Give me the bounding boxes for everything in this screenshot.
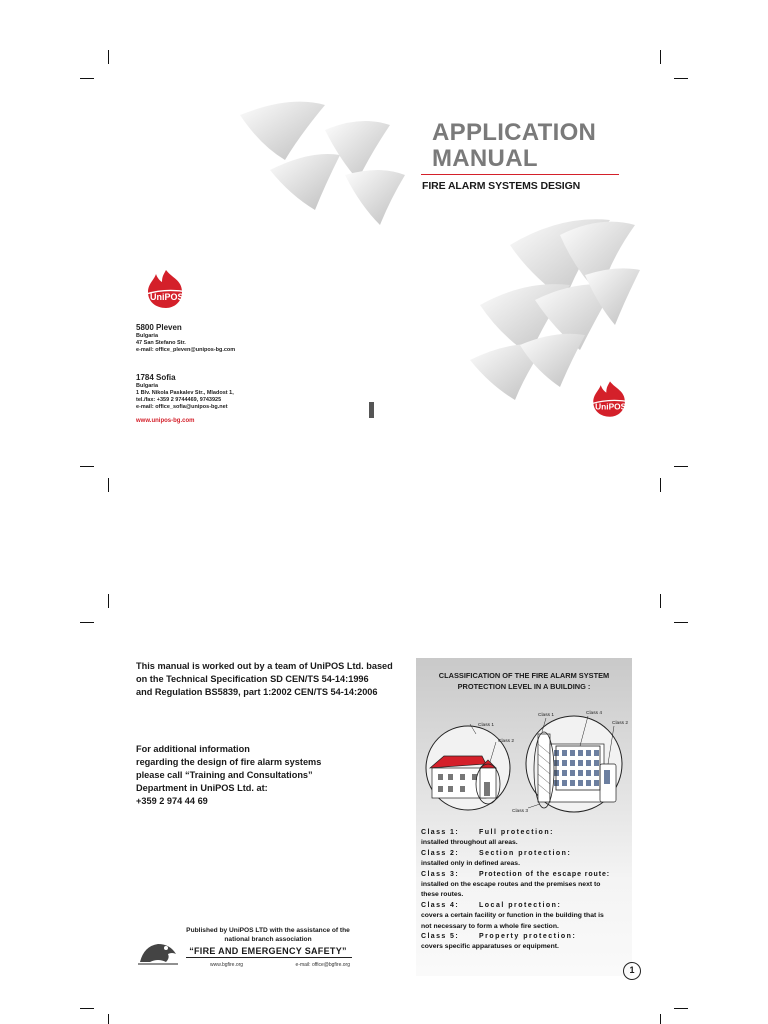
association-divider [186,957,352,958]
office-city: 5800 Pleven [136,323,182,332]
crop-mark [80,78,94,79]
office-country: Bulgaria [136,383,159,389]
crop-mark [80,622,94,623]
association-contact [210,962,350,968]
info-line: regarding the design of fire alarm systems [136,757,322,767]
crop-mark [660,594,661,608]
diagram-label: Class 2 [498,739,514,744]
publisher-note [168,926,368,944]
unipos-logo-cover [584,378,636,422]
cover-title [432,120,596,172]
class-title: Local protection: [479,901,562,909]
class-item [421,828,637,849]
class-item [421,901,637,932]
intro-paragraph [136,660,396,699]
class-desc: not necessary to form a whole fire section. [421,922,559,930]
page-number: 1 [623,962,641,980]
office-email[interactable]: e-mail: office_sofia@unipos-bg.net [136,404,228,410]
crop-mark [108,478,109,492]
diagram-label: Class 4 [586,711,602,716]
info-phone: +359 2 974 44 69 [136,796,208,806]
publisher-line: national branch association [224,936,312,943]
info-line: Department in UniPOS Ltd. at: [136,783,268,793]
diagram-label: Class 1 [538,713,554,718]
class-desc: these routes. [421,891,464,899]
unipos-logo-cover-text: UniPOS [595,401,627,412]
class-label: Class 5: [421,933,460,941]
crop-mark [108,50,109,64]
classification-title-line: PROTECTION LEVEL IN A BUILDING : [457,682,591,691]
office-phone: tel./fax: +359 2 9744469, 9743925 [136,397,222,403]
class-title: Section protection: [479,849,572,857]
office-country: Bulgaria [136,333,159,339]
association-website[interactable]: www.bgfire.org [210,962,244,968]
office-sofia [136,372,234,411]
diagram-label: Class 3 [512,809,528,814]
class-title: Protection of the escape route: [479,870,610,878]
office-address: 1 Blv. Nikola Paskalev Str., Mladost 1, [136,390,234,396]
class-desc: covers a certain facility or function in the building that is [421,912,604,920]
crop-mark [80,1008,94,1009]
class-label: Class 4: [421,901,460,909]
intro-line: on the Technical Specification SD CEN/TS 54-14:1996 [136,674,369,684]
intro-line: This manual is worked out by a team of UniPOS Ltd. based [136,661,393,671]
crop-mark [674,1008,688,1009]
association-email[interactable]: e-mail: office@bgfire.org [295,962,350,968]
crop-mark [108,594,109,608]
class-item [421,932,637,953]
class-title: Full protection: [479,829,554,836]
class-label: Class 2: [421,849,460,857]
info-line: please call “Training and Consultations” [136,770,313,780]
cover-subtitle: FIRE ALARM SYSTEMS DESIGN [422,180,581,192]
class-item [421,870,637,901]
crop-mark [660,50,661,64]
website-link[interactable]: www.unipos-bg.com [136,418,195,424]
crop-mark [674,466,688,467]
class-desc: installed on the escape routes and the premises next to [421,881,601,889]
office-address: 47 San Stefano Str. [136,340,186,346]
classification-title [416,670,632,692]
info-line: For additional information [136,744,250,754]
association-name: “FIRE AND EMERGENCY SAFETY” [189,946,347,956]
class-title: Property protection: [479,933,577,941]
intro-line: and Regulation BS5839, part 1:2002 CEN/TS 54-14:2006 [136,687,378,697]
crop-mark [674,622,688,623]
class-label: Class 3: [421,870,460,878]
unipos-logo [138,268,194,312]
protection-class-diagram [416,704,632,822]
classification-title-line: CLASSIFICATION OF THE FIRE ALARM SYSTEM [438,671,610,680]
info-paragraph [136,743,376,808]
crop-mark [660,1014,661,1024]
office-pleven [136,322,235,354]
class-label: Class 1: [421,829,460,836]
diagram-label: Class 2 [612,721,628,726]
crop-mark [660,478,661,492]
class-desc: installed throughout all areas. [421,839,518,847]
cover-title-line1: APPLICATION [432,119,597,146]
classification-list [421,828,637,953]
title-divider [421,174,619,175]
crop-mark [108,1014,109,1024]
class-desc: installed only in defined areas. [421,860,520,868]
unipos-logo-text: UniPOS [150,292,184,302]
diagram-label: Class 1 [478,723,494,728]
office-email[interactable]: e-mail: office_pleven@unipos-bg.com [136,347,236,353]
publisher-line: Published by UniPOS LTD with the assistance of the [186,927,350,934]
crop-mark [80,466,94,467]
barcode-mark [369,402,374,418]
crop-mark [674,78,688,79]
class-item [421,849,637,870]
office-city: 1784 Sofia [136,373,176,382]
class-desc: covers specific apparatuses or equipment. [421,943,559,951]
cover-title-line2: MANUAL [432,145,538,172]
